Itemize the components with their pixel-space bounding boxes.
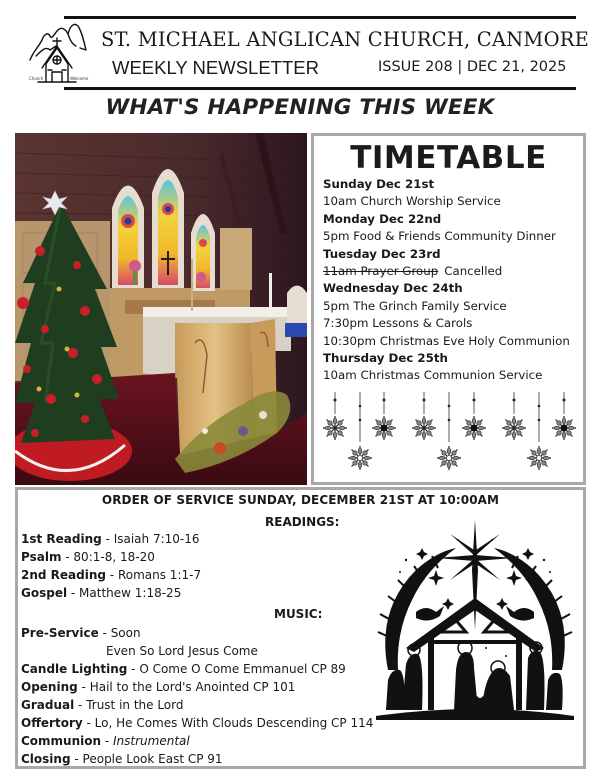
- separator: -: [70, 752, 83, 766]
- music-item: [21, 750, 223, 768]
- sanctuary-photo: [15, 133, 307, 485]
- reading-value: Isaiah 7:10-16: [113, 532, 200, 546]
- music-value: Instrumental: [113, 734, 190, 748]
- separator: -: [101, 532, 114, 546]
- music-item-continuation: [106, 642, 258, 660]
- music-item: [21, 678, 295, 696]
- timetable-event: 5pm The Grinch Family Service: [323, 298, 507, 313]
- music-value: Even So Lord Jesus Come: [106, 644, 258, 658]
- timetable-list: [323, 176, 581, 385]
- music-item: [21, 696, 183, 714]
- reading-value: Matthew 1:18-25: [79, 586, 182, 600]
- reading-item: [21, 548, 155, 566]
- reading-item: [21, 566, 201, 584]
- timetable-day: Thursday Dec 25th: [323, 351, 448, 366]
- reading-label: Gospel: [21, 586, 68, 600]
- music-item: [21, 624, 141, 642]
- newsletter-label: WEEKLY NEWSLETTER: [112, 57, 319, 78]
- hanging-snowflakes-icon: [316, 386, 584, 482]
- reading-item: [21, 584, 181, 602]
- music-label: Candle Lighting: [21, 662, 128, 676]
- timetable-panel: [311, 133, 586, 485]
- nativity-silhouette-icon: [366, 520, 584, 720]
- reading-value: Romans 1:1-7: [117, 568, 202, 582]
- timetable-day: Wednesday Dec 24th: [323, 281, 463, 296]
- separator: -: [82, 716, 95, 730]
- page-headline: WHAT'S HAPPENING THIS WEEK: [105, 95, 495, 120]
- music-value: O Come O Come Emmanuel CP 89: [139, 662, 346, 676]
- music-item: [21, 660, 346, 678]
- reading-value: 80:1-8, 18-20: [73, 550, 155, 564]
- music-label: Offertory: [21, 716, 83, 730]
- timetable-event: 5pm Food & Friends Community Dinner: [323, 229, 556, 244]
- separator: -: [77, 680, 90, 694]
- order-of-service-panel: [15, 487, 586, 769]
- separator: -: [105, 568, 118, 582]
- timetable-event: 10:30pm Christmas Eve Holy Communion: [323, 333, 570, 348]
- reading-label: 1st Reading: [21, 532, 102, 546]
- music-value: Hail to the Lord's Anointed CP 101: [89, 680, 296, 694]
- music-heading: MUSIC:: [274, 607, 323, 621]
- timetable-event-cancelled: [323, 263, 581, 280]
- timetable-day: Sunday Dec 21st: [323, 177, 435, 191]
- cancelled-note: Cancelled: [444, 264, 503, 279]
- music-value: Trust in the Lord: [86, 698, 184, 712]
- music-value: Soon: [110, 626, 141, 640]
- cancelled-event-text: 11am Prayer Group: [323, 264, 439, 279]
- svg-text:Church: Church: [29, 76, 44, 81]
- church-name: ST. MICHAEL ANGLICAN CHURCH, CANMORE: [101, 28, 590, 51]
- readings-heading: READINGS:: [265, 515, 340, 529]
- masthead-bottom-rule: [64, 87, 576, 90]
- separator: -: [98, 626, 111, 640]
- reading-label: Psalm: [21, 550, 62, 564]
- separator: -: [127, 662, 140, 676]
- issue-info: ISSUE 208 | DEC 21, 2025: [378, 59, 567, 75]
- timetable-title: TIMETABLE: [350, 140, 547, 176]
- music-label: Closing: [21, 752, 71, 766]
- separator: -: [101, 734, 114, 748]
- separator: -: [74, 698, 87, 712]
- separator: -: [67, 586, 80, 600]
- timetable-event: 10am Christmas Communion Service: [323, 368, 543, 383]
- reading-item: [21, 530, 200, 548]
- order-of-service-title: ORDER OF SERVICE SUNDAY, DECEMBER 21ST AT 10:00AM: [101, 493, 500, 507]
- timetable-event: 10am Church Worship Service: [323, 194, 501, 209]
- music-label: Gradual: [21, 698, 75, 712]
- music-value: People Look East CP 91: [82, 752, 223, 766]
- timetable-day: Tuesday Dec 23rd: [323, 246, 441, 261]
- timetable-day: Monday Dec 22nd: [323, 211, 442, 226]
- church-logo-icon: [26, 20, 92, 86]
- music-label: Opening: [21, 680, 78, 694]
- masthead-top-rule: [64, 16, 576, 19]
- music-label: Pre-Service: [21, 626, 99, 640]
- music-value: Lo, He Comes With Clouds Descending CP 114: [94, 716, 374, 730]
- music-item: [21, 732, 190, 750]
- reading-label: 2nd Reading: [21, 568, 106, 582]
- timetable-event: 7:30pm Lessons & Carols: [323, 316, 473, 331]
- music-item: [21, 714, 373, 732]
- separator: -: [61, 550, 74, 564]
- svg-text:Welcome: Welcome: [70, 76, 89, 81]
- music-label: Communion: [21, 734, 102, 748]
